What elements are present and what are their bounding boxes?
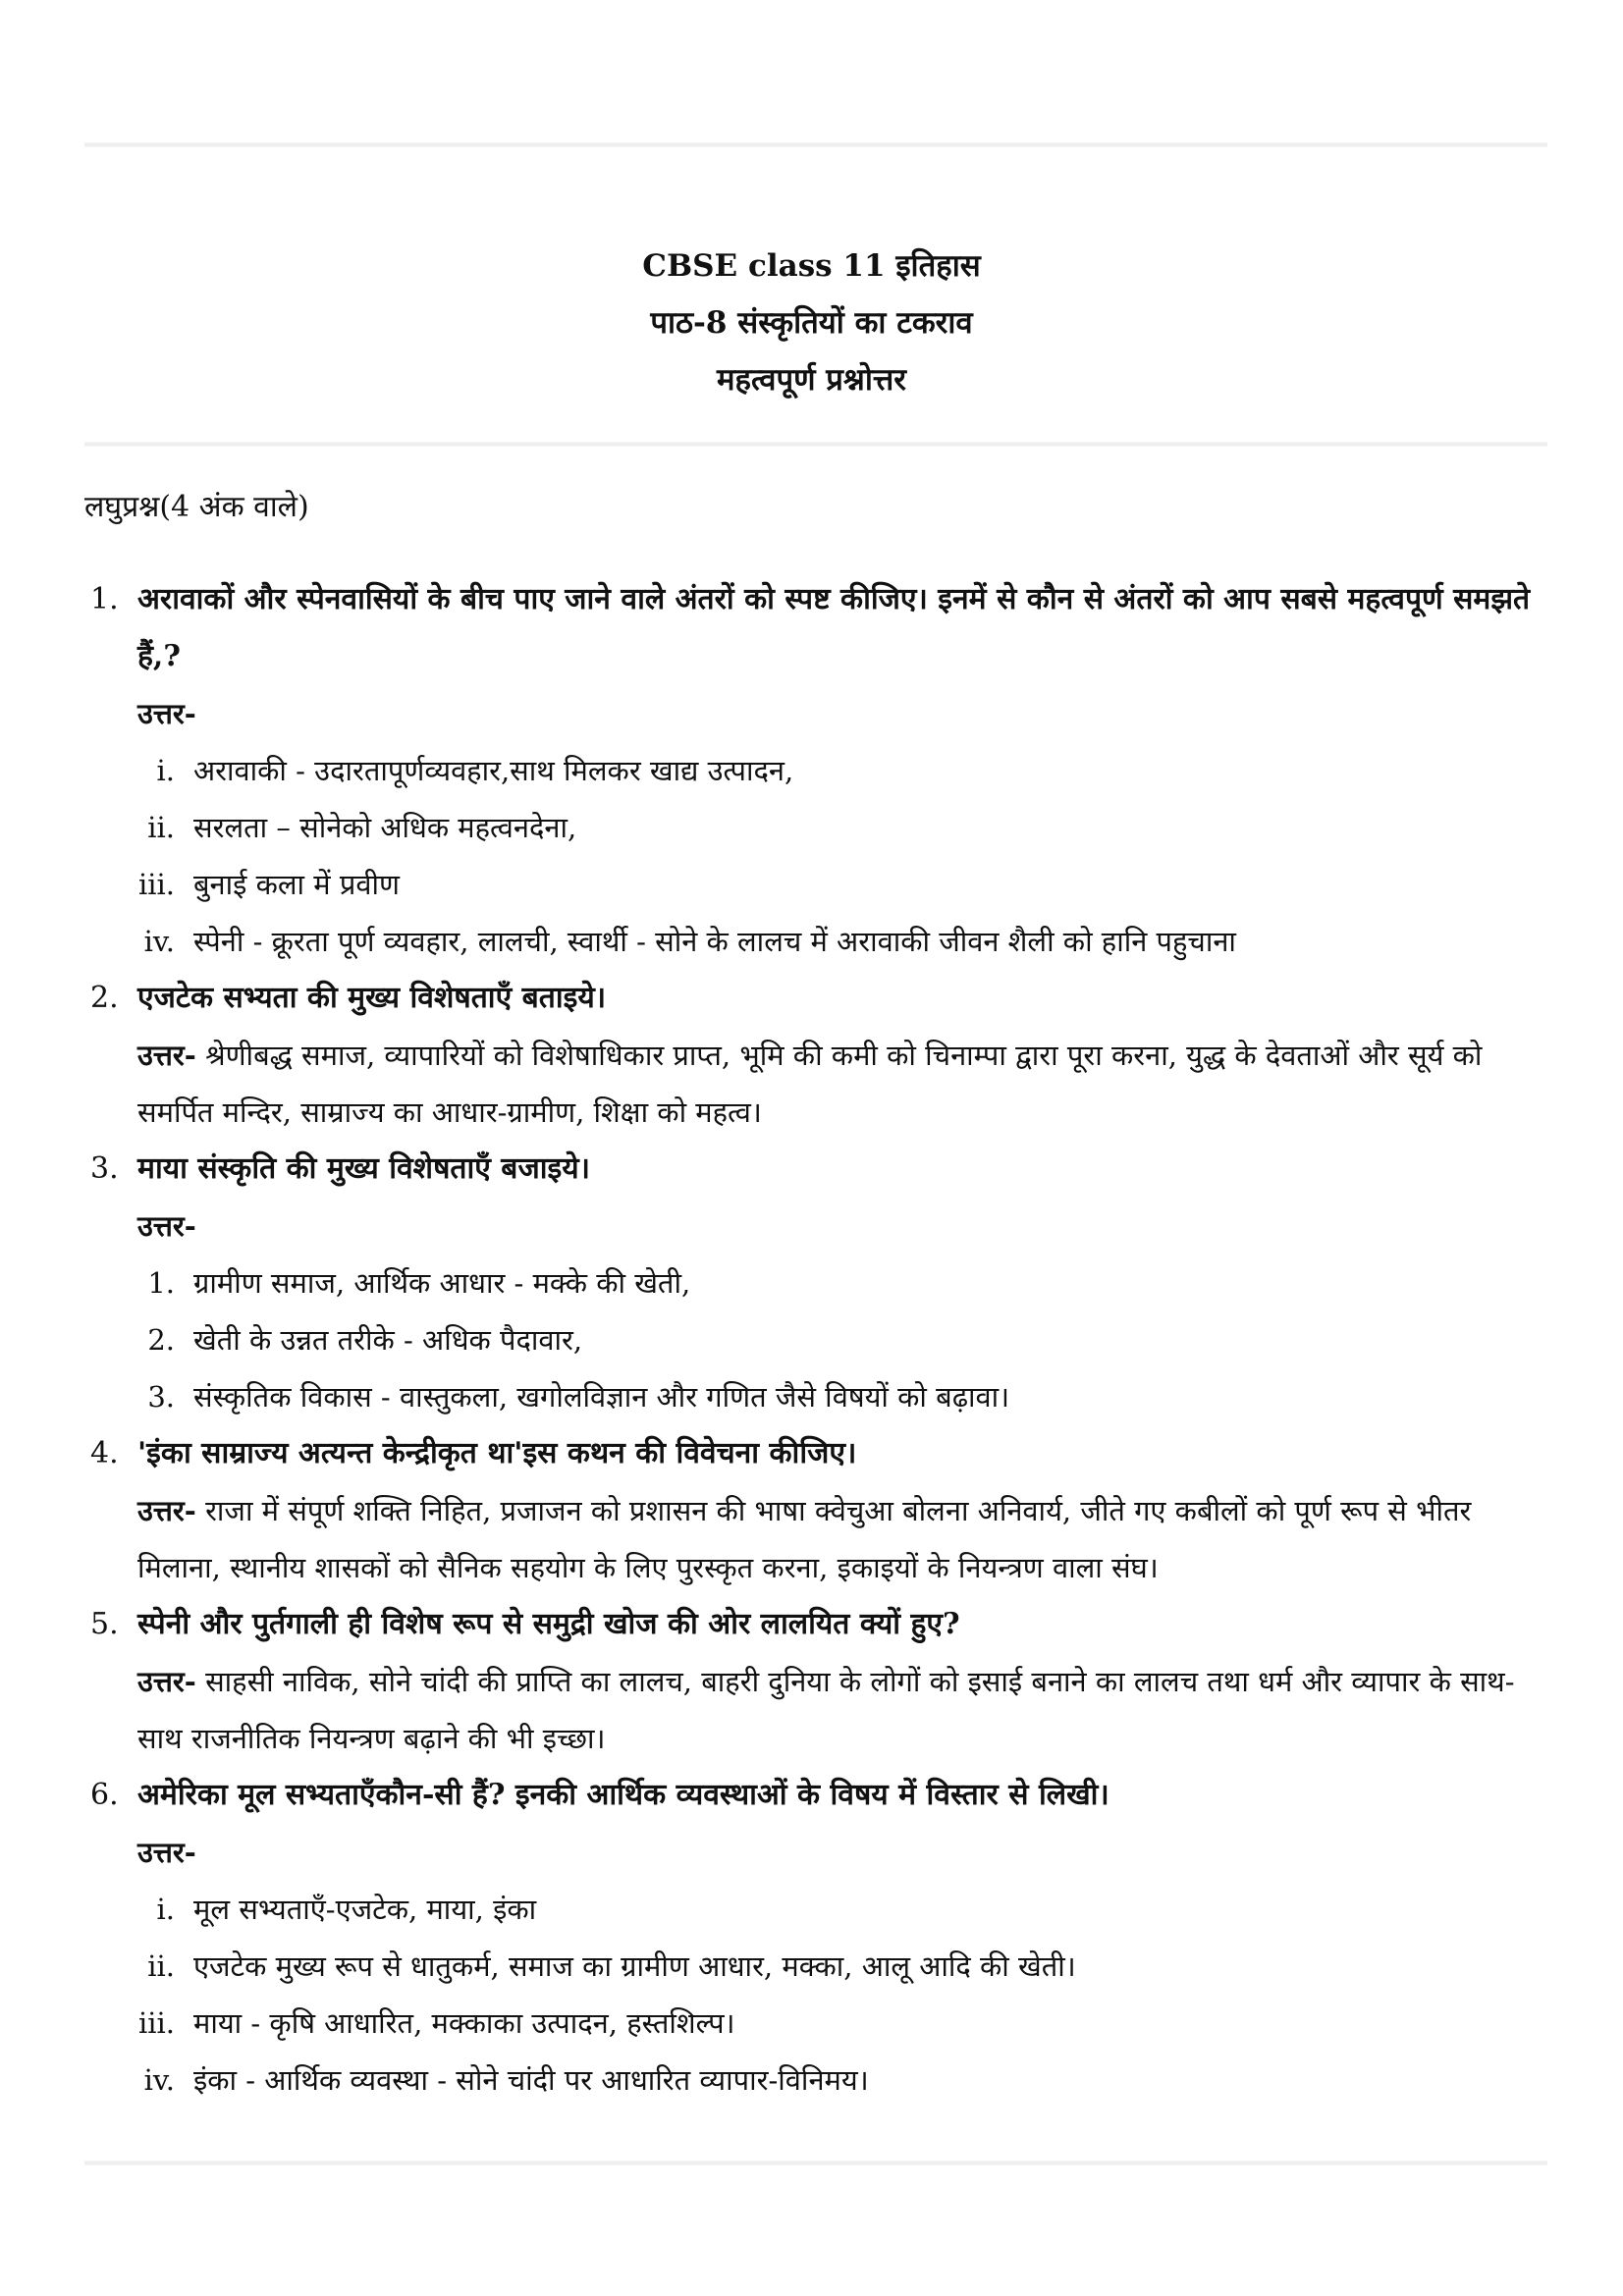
top-divider — [84, 142, 1547, 147]
answer-point-number: iv. — [143, 2063, 175, 2097]
answer-label: उत्तर- — [137, 1209, 196, 1243]
answer-point-number: iv. — [143, 925, 175, 958]
answer-point-text: खेती के उन्नत तरीके - अधिक पैदावार, — [193, 1323, 583, 1357]
answer-point — [84, 1881, 1547, 1938]
answer — [84, 1824, 1547, 1881]
answer-point — [84, 913, 1547, 970]
question-number: 5. — [90, 1607, 119, 1641]
answer — [84, 1027, 1547, 1141]
answer-text: राजा में संपूर्ण शक्ति निहित, प्रजाजन को प्रशासन की भाषा क्वेचुआ बोलना अनिवार्य, जीते गए कबीलों को पूर्ण रूप से भीतर मिलाना, स्थानीय शासकों को सैनिक सहयोग के लिए पुरस्कृत करना, इकाइयों के नियन्त्रण वाला संघ। — [137, 1494, 1472, 1584]
answer-point — [84, 1938, 1547, 1995]
question-text: माया संस्कृति की मुख्य विशेषताएँ बजाइये। — [137, 1151, 590, 1186]
answer-point-text: ग्रामीण समाज, आर्थिक आधार - मक्के की खेती, — [193, 1266, 691, 1300]
question-number: 2. — [90, 981, 119, 1015]
answer-point-text: माया - कृषि आधारित, मक्काका उत्पादन, हस्तशिल्प। — [193, 2006, 735, 2040]
answer-point-text: एजटेक मुख्य रूप से धातुकर्म, समाज का ग्रामीण आधार, मक्का, आलू आदि की खेती। — [193, 1949, 1076, 1983]
section-heading: लघुप्रश्न(4 अंक वाले) — [84, 490, 309, 524]
question-item — [84, 1425, 1547, 1482]
page-title: CBSE class 11 इतिहास — [642, 248, 981, 284]
question-text: अमेरिका मूल सभ्यताएँकौन-सी हैं? इनकी आर्थिक व्यवस्थाओं के विषय में विस्तार से लिखी। — [137, 1778, 1109, 1812]
chapter-title: पाठ-8 संस्कृतियों का टकराव — [650, 305, 973, 341]
answer-point — [84, 856, 1547, 913]
answer-point-number: 1. — [147, 1266, 175, 1300]
question-number: 4. — [90, 1436, 119, 1470]
answer-point — [84, 1255, 1547, 1311]
question-list — [84, 571, 1547, 2109]
answer-point-number: 2. — [147, 1323, 175, 1357]
question-number: 3. — [90, 1151, 119, 1186]
question-text: एजटेक सभ्यता की मुख्य विशेषताएँ बताइये। — [137, 981, 607, 1015]
answer-point-number: iii. — [137, 868, 175, 901]
answer-label: उत्तर- — [137, 1665, 196, 1698]
answer-text: साहसी नाविक, सोने चांदी की प्राप्ति का लालच, बाहरी दुनिया के लोगों को इसाई बनाने का लालच तथा धर्म और व्यापार के साथ-साथ राजनीतिक नियन्त्रण बढ़ाने की भी इच्छा। — [137, 1665, 1515, 1755]
question-item — [84, 1596, 1547, 1653]
question-item — [84, 571, 1547, 685]
answer-point-text: सरलता – सोनेको अधिक महत्वनदेना, — [193, 811, 577, 844]
answer-point-number: iii. — [137, 2006, 175, 2040]
page-subtitle: महत्वपूर्ण प्रश्नोत्तर — [717, 362, 906, 398]
page-header — [0, 238, 1623, 408]
answer-point — [84, 1995, 1547, 2052]
answer-label: उत्तर- — [137, 1494, 196, 1527]
answer-point-text: इंका - आर्थिक व्यवस्था - सोने चांदी पर आधारित व्यापार-विनिमय। — [193, 2063, 869, 2097]
answer-point-text: संस्कृतिक विकास - वास्तुकला, खगोलविज्ञान और गणित जैसे विषयों को बढ़ावा। — [193, 1380, 1010, 1414]
answer-point-text: बुनाई कला में प्रवीण — [193, 868, 400, 901]
question-text: स्पेनी और पुर्तगाली ही विशेष रूप से समुद्री खोज की ओर लालयित क्यों हुए? — [137, 1607, 960, 1641]
question-text: 'इंका साम्राज्य अत्यन्त केन्द्रीकृत था'इस कथन की विवेचना कीजिए। — [137, 1436, 857, 1470]
answer-point — [84, 1311, 1547, 1368]
question-item — [84, 1767, 1547, 1824]
answer-label: उत्तर- — [137, 1039, 196, 1072]
question-item — [84, 1141, 1547, 1198]
answer-point-number: i. — [156, 754, 175, 787]
question-number: 1. — [90, 582, 119, 616]
answer — [84, 685, 1547, 742]
answer — [84, 1482, 1547, 1596]
answer-point-number: ii. — [147, 1949, 175, 1983]
answer — [84, 1198, 1547, 1255]
answer-point-text: मूल सभ्यताएँ-एजटेक, माया, इंका — [193, 1893, 537, 1926]
answer-label: उत्तर- — [137, 1836, 196, 1869]
answer-point-number: ii. — [147, 811, 175, 844]
answer-text: श्रेणीबद्ध समाज, व्यापारियों को विशेषाधिकार प्राप्त, भूमि की कमी को चिनाम्पा द्वारा पूरा करना, युद्ध के देवताओं और सूर्य को समर्पित मन्दिर, साम्राज्य का आधार-ग्रामीण, शिक्षा को महत्व। — [137, 1039, 1483, 1129]
answer-point-text: अरावाकी - उदारतापूर्णव्यवहार,साथ मिलकर खाद्य उत्पादन, — [193, 754, 794, 787]
answer — [84, 1653, 1547, 1767]
question-item — [84, 970, 1547, 1027]
answer-point — [84, 1368, 1547, 1425]
bottom-divider — [84, 2161, 1547, 2165]
answer-point-number: 3. — [147, 1380, 175, 1414]
question-number: 6. — [90, 1778, 119, 1812]
answer-point — [84, 799, 1547, 856]
answer-point — [84, 742, 1547, 799]
answer-point-number: i. — [156, 1893, 175, 1926]
answer-point-text: स्पेनी - क्रूरता पूर्ण व्यवहार, लालची, स्वार्थी - सोने के लालच में अरावाकी जीवन शैली को हानि पहुचाना — [193, 925, 1236, 958]
answer-label: उत्तर- — [137, 697, 196, 730]
header-divider — [84, 442, 1547, 447]
question-text: अरावाकों और स्पेनवासियों के बीच पाए जाने वाले अंतरों को स्पष्ट कीजिए। इनमें से कौन से अंतरों को आप सबसे महत्वपूर्ण समझते हैं,? — [137, 582, 1531, 673]
answer-point — [84, 2052, 1547, 2109]
